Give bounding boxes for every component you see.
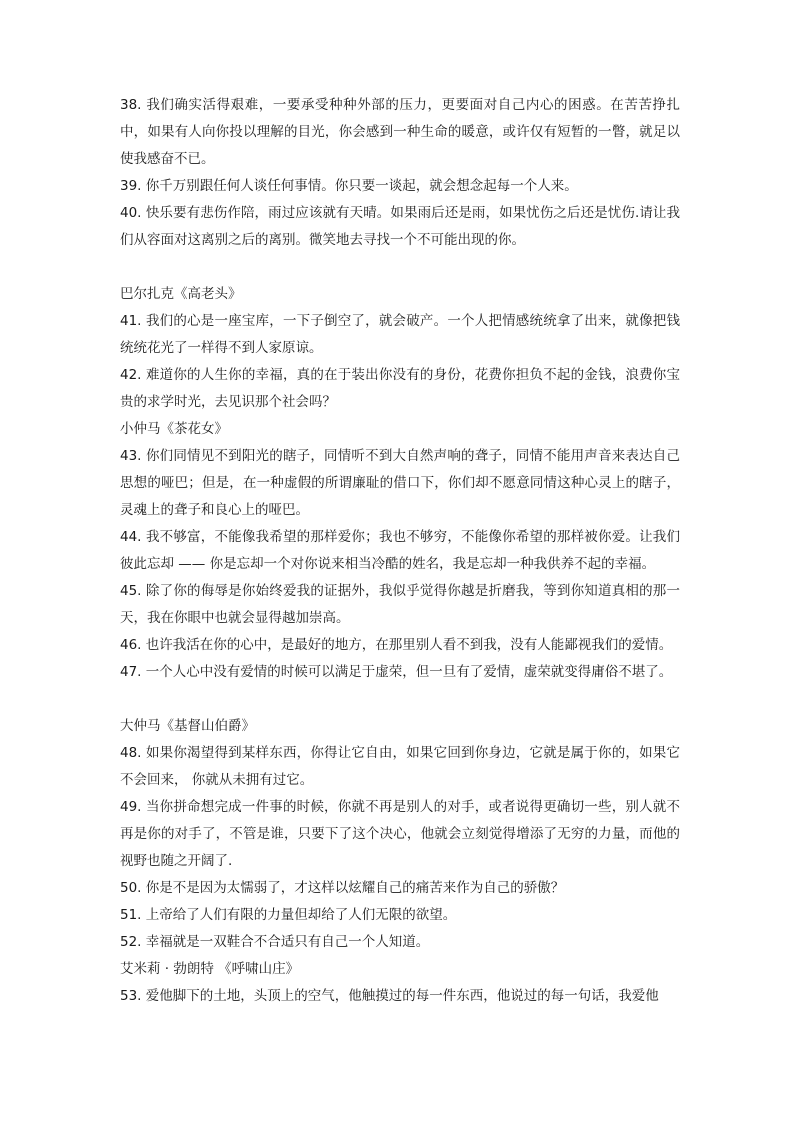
quote-44: 44. 我不够富，不能像我希望的那样爱你；我也不够穷，不能像你希望的那样被你爱。让我们彼此忘却 —— 你是忘却一个对你说来相当冷酷的姓名，我是忘却一种我供养不起的幸福。 (120, 529, 680, 572)
quote-49: 49. 当你拼命想完成一件事的时候，你就不再是别人的对手，或者说得更确切一些，别人就不再是你的对手了，不管是谁，只要下了这个决心，他就会立刻觉得增添了无穷的力量，而他的视野也随之开阔了. (120, 799, 680, 869)
paragraph-gap (120, 254, 680, 281)
document-body (120, 92, 680, 1010)
section-heading-bronte: 艾米莉 · 勃朗特 《呼啸山庄》 (120, 961, 300, 977)
quote-39: 39. 你千万别跟任何人谈任何事情。你只要一谈起，就会想念起每一个人来。 (120, 178, 578, 194)
quote-53: 53. 爱他脚下的土地，头顶上的空气，他触摸过的每一件东西，他说过的每一句话，我爱他 (120, 988, 659, 1004)
quote-48: 48. 如果你渴望得到某样东西，你得让它自由，如果它回到你身边，它就是属于你的，如果它不会回来， 你就从未拥有过它。 (120, 745, 680, 788)
quote-51: 51. 上帝给了人们有限的力量但却给了人们无限的欲望。 (120, 907, 457, 923)
quote-45: 45. 除了你的侮辱是你始终爱我的证据外，我似乎觉得你越是折磨我，等到你知道真相的那一天，我在你眼中也就会显得越加崇高。 (120, 583, 680, 626)
quote-42: 42. 难道你的人生你的幸福，真的在于装出你没有的身份，花费你担负不起的金钱，浪费你宝贵的求学时光，去见识那个社会吗？ (120, 367, 680, 410)
paragraph-gap (120, 686, 680, 713)
quote-40: 40. 快乐要有悲伤作陪，雨过应该就有天晴。如果雨后还是雨，如果忧伤之后还是忧伤.请让我们从容面对这离别之后的离别。微笑地去寻找一个不可能出现的你。 (120, 205, 680, 248)
section-heading-dumas: 大仲马《基督山伯爵》 (120, 718, 255, 734)
quote-52: 52. 幸福就是一双鞋合不合适只有自己一个人知道。 (120, 934, 430, 950)
quote-47: 47. 一个人心中没有爱情的时候可以满足于虚荣，但一旦有了爱情，虚荣就变得庸俗不堪了。 (120, 664, 673, 680)
quote-41: 41. 我们的心是一座宝库，一下子倒空了，就会破产。一个人把情感统统拿了出来，就像把钱统统花光了一样得不到人家原谅。 (120, 313, 680, 356)
section-heading-balzac: 巴尔扎克《高老头》 (120, 286, 242, 302)
quote-43: 43. 你们同情见不到阳光的瞎子，同情听不到大自然声响的聋子，同情不能用声音来表达自己思想的哑巴；但是，在一种虚假的所谓廉耻的借口下，你们却不愿意同情这种心灵上的瞎子，灵魂上的聋子和良心上的哑巴。 (120, 448, 680, 518)
quote-46: 46. 也许我活在你的心中，是最好的地方，在那里别人看不到我，没有人能鄙视我们的爱情。 (120, 637, 673, 653)
quote-50: 50. 你是不是因为太懦弱了，才这样以炫耀自己的痛苦来作为自己的骄傲？ (120, 880, 565, 896)
section-heading-dumas-fils: 小仲马《茶花女》 (120, 421, 228, 437)
quote-38: 38. 我们确实活得艰难，一要承受种种外部的压力，更要面对自己内心的困惑。在苦苦挣扎中，如果有人向你投以理解的目光，你会感到一种生命的暖意，或许仅有短暂的一瞥，就足以使我感奋不已。 (120, 97, 680, 167)
